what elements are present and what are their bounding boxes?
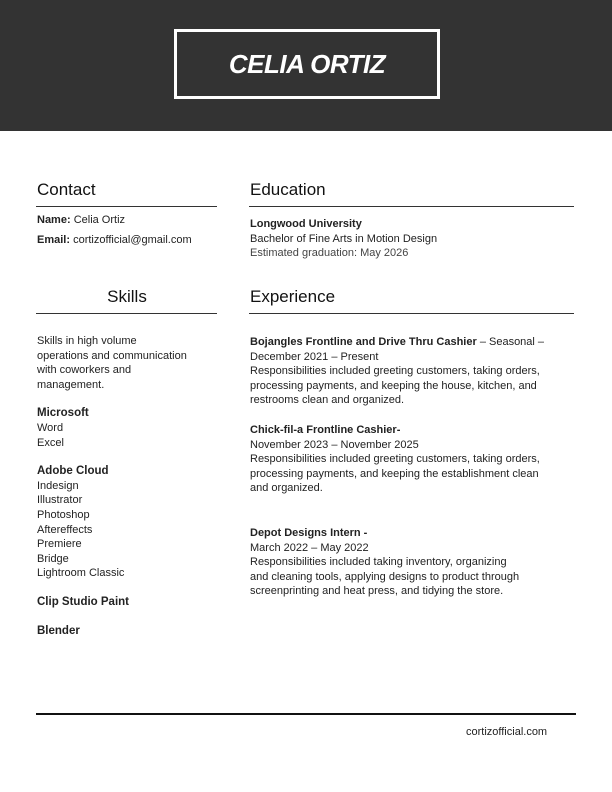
job-description-line: Responsibilities included taking inventory, organizing: [250, 556, 507, 569]
job-entry: [250, 526, 570, 599]
footer-website-link[interactable]: cortizofficial.com: [466, 726, 548, 738]
clip-studio-heading: Clip Studio Paint: [37, 595, 129, 608]
skills-summary-line: management.: [37, 378, 105, 391]
degree: Bachelor of Fine Arts in Motion Design: [250, 232, 438, 245]
contact-heading: Contact: [37, 180, 96, 199]
footer-divider: [36, 713, 576, 715]
resume-name: CELIA ORTIZ: [228, 48, 386, 79]
job-entry: [250, 423, 570, 496]
email-value[interactable]: cortizofficial@gmail.com: [73, 233, 192, 246]
name-value: Celia Ortiz: [73, 214, 126, 226]
skills-list: [37, 334, 207, 638]
job-description: [250, 452, 570, 496]
header-banner: [0, 0, 612, 131]
adobe-heading: Adobe Cloud: [37, 465, 109, 478]
skill-item: Premiere: [37, 538, 82, 551]
job-description-line: processing payments, and keeping the establishment clean: [250, 467, 539, 480]
name-box: [174, 29, 440, 99]
job-title: Bojangles Frontline and Drive Thru Cashier: [250, 336, 477, 348]
skill-item: Excel: [37, 436, 64, 449]
job-description-line: screenprinting and heat press, and tidying the store.: [250, 585, 504, 598]
contact-info: [37, 213, 217, 247]
contact-divider: [36, 206, 217, 207]
job-description-line: Responsibilities included greeting customers, taking orders,: [250, 453, 540, 466]
skill-item: Aftereffects: [37, 523, 93, 536]
education-heading: Education: [250, 180, 326, 199]
skill-item: Indesign: [37, 479, 79, 492]
job-description: [250, 364, 570, 408]
skill-item: Bridge: [37, 552, 69, 565]
job-title: Depot Designs Intern -: [250, 527, 368, 539]
job-dates: November 2023 – November 2025: [250, 438, 419, 451]
job-dates: December 2021 – Present: [250, 350, 379, 363]
job-description-line: processing payments, and keeping the house, kitchen, and: [250, 379, 537, 392]
job-description-line: and organized.: [250, 482, 323, 495]
job-entry: [250, 335, 570, 408]
skills-divider: [36, 313, 217, 314]
job-description: [250, 555, 570, 599]
skills-summary-line: with coworkers and: [37, 364, 132, 377]
graduation-date: Estimated graduation: May 2026: [250, 247, 409, 260]
email-label: Email:: [37, 233, 71, 246]
job-description-line: and cleaning tools, applying designs to product through: [250, 570, 520, 583]
job-description-line: restrooms clean and organized.: [250, 394, 405, 407]
skill-item: Lightroom Classic: [37, 567, 125, 580]
microsoft-heading: Microsoft: [37, 407, 89, 420]
skill-item: Word: [37, 421, 64, 434]
name-label: Name:: [37, 214, 71, 226]
experience-heading: Experience: [250, 287, 336, 306]
school-name: Longwood University: [250, 218, 362, 230]
education-entry: [250, 217, 570, 261]
skills-summary-line: operations and communication: [37, 349, 187, 362]
skills-summary-line: Skills in high volume: [37, 335, 137, 347]
experience-divider: [249, 313, 574, 314]
skills-heading: Skills: [107, 287, 147, 306]
job-description-line: Responsibilities included greeting customers, taking orders,: [250, 365, 540, 378]
contact-name-line: [37, 213, 217, 228]
blender-heading: Blender: [37, 624, 80, 637]
skills-summary: [37, 334, 207, 392]
job-title-suffix: – Seasonal –: [476, 336, 545, 348]
skill-item: Illustrator: [37, 494, 83, 507]
job-title: Chick-fil-a Frontline Cashier-: [250, 424, 401, 436]
job-dates: March 2022 – May 2022: [250, 541, 369, 554]
education-divider: [249, 206, 574, 207]
skill-item: Photoshop: [37, 508, 90, 521]
contact-email-line: [37, 233, 217, 248]
